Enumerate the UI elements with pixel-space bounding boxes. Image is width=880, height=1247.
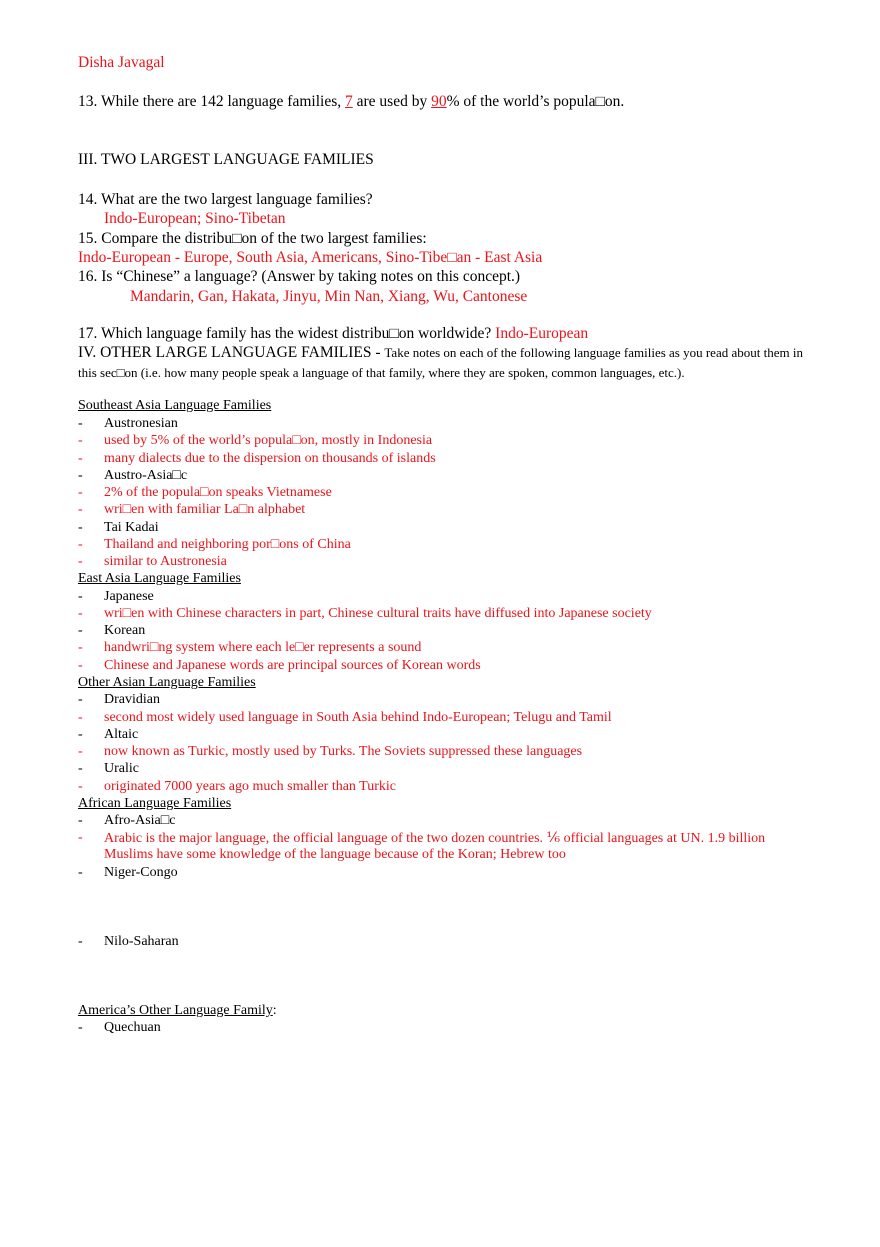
section-4-title: IV. OTHER LARGE LANGUAGE FAMILIES - Take notes on each of the following language families as you read about them in [78, 344, 803, 361]
bullet-dash: - [78, 433, 83, 448]
note-korean-1: handwri□ng system where each le□er represents a sound [104, 640, 422, 655]
bullet-dash: - [78, 727, 83, 742]
answer-13-percent: 90 [431, 93, 447, 110]
family-austro-asiatic: Austro-Asia□c [104, 468, 188, 483]
bullet-dash: - [78, 744, 83, 759]
bullet-dash: - [78, 813, 83, 828]
note-altaic-1: now known as Turkic, mostly used by Turks. The Soviets suppressed these languages [104, 744, 583, 759]
bullet-dash: - [78, 468, 83, 483]
question-16: 16. Is “Chinese” a language? (Answer by taking notes on this concept.) [78, 268, 521, 285]
bullet-dash: - [78, 606, 83, 621]
note-uralic-1: originated 7000 years ago much smaller than Turkic [104, 779, 396, 794]
heading-east-asia: East Asia Language Families [78, 571, 241, 586]
family-austronesian: Austronesian [104, 416, 178, 431]
note-tai-kadai-1: Thailand and neighboring por□ons of China [104, 537, 351, 552]
bullet-dash: - [78, 658, 83, 673]
answer-14: Indo-European; Sino-Tibetan [104, 210, 286, 227]
answer-13-families: 7 [345, 93, 353, 110]
answer-17: Indo-European [495, 325, 589, 342]
bullet-dash: - [78, 934, 83, 949]
family-altaic: Altaic [104, 727, 139, 742]
bullet-dash: - [78, 623, 83, 638]
bullet-dash: - [78, 761, 83, 776]
bullet-dash: - [78, 779, 83, 794]
section-3-title: III. TWO LARGEST LANGUAGE FAMILIES [78, 151, 374, 168]
family-afro-asiatic: Afro-Asia□c [104, 813, 176, 828]
note-austro-asiatic-1: 2% of the popula□on speaks Vietnamese [104, 485, 332, 500]
family-niger-congo: Niger-Congo [104, 865, 178, 880]
heading-african: African Language Families [78, 796, 232, 811]
answer-16: Mandarin, Gan, Hakata, Jinyu, Min Nan, Xiang, Wu, Cantonese [130, 288, 528, 305]
note-japanese-1: wri□en with Chinese characters in part, Chinese cultural traits have diffused into Japanese society [104, 606, 652, 621]
bullet-dash: - [78, 710, 83, 725]
bullet-dash: - [78, 416, 83, 431]
bullet-dash: - [78, 485, 83, 500]
question-15: 15. Compare the distribu□on of the two largest families: [78, 230, 427, 247]
note-tai-kadai-2: similar to Austronesia [104, 554, 227, 569]
question-17: 17. Which language family has the widest distribu□on worldwide? Indo-European [78, 325, 589, 342]
family-japanese: Japanese [104, 589, 154, 604]
bullet-dash: - [78, 830, 83, 845]
bullet-dash: - [78, 1020, 83, 1035]
family-quechuan: Quechuan [104, 1020, 161, 1035]
note-afro-asiatic-1-cont: Muslims have some knowledge of the language because of the Koran; Hebrew too [104, 847, 566, 862]
bullet-dash: - [78, 451, 83, 466]
note-korean-2: Chinese and Japanese words are principal sources of Korean words [104, 658, 481, 673]
question-14: 14. What are the two largest language families? [78, 191, 373, 208]
heading-other-asian: Other Asian Language Families [78, 675, 256, 690]
family-tai-kadai: Tai Kadai [104, 520, 159, 535]
author-name: Disha Javagal [78, 54, 165, 71]
note-austronesian-2: many dialects due to the dispersion on thousands of islands [104, 451, 436, 466]
answer-15: Indo-European - Europe, South Asia, Americans, Sino-Tibe□an - East Asia [78, 249, 543, 266]
heading-southeast-asia: Southeast Asia Language Families [78, 398, 272, 413]
family-dravidian: Dravidian [104, 692, 160, 707]
note-dravidian-1: second most widely used language in South Asia behind Indo-European; Telugu and Tamil [104, 710, 612, 725]
bullet-dash: - [78, 589, 83, 604]
bullet-dash: - [78, 640, 83, 655]
section-4-instructions-cont: this sec□on (i.e. how many people speak a language of that family, where they are spoken, common languages, etc.). [78, 365, 685, 380]
bullet-dash: - [78, 554, 83, 569]
section-4-instructions: Take notes on each of the following language families as you read about them in [384, 345, 803, 360]
bullet-dash: - [78, 537, 83, 552]
family-korean: Korean [104, 623, 146, 638]
bullet-dash: - [78, 502, 83, 517]
note-austro-asiatic-2: wri□en with familiar La□n alphabet [104, 502, 306, 517]
note-austronesian-1: used by 5% of the world’s popula□on, mostly in Indonesia [104, 433, 433, 448]
bullet-dash: - [78, 520, 83, 535]
question-13: 13. While there are 142 language families, 7 are used by 90% of the world’s popula□on. [78, 93, 625, 110]
bullet-dash: - [78, 692, 83, 707]
family-nilo-saharan: Nilo-Saharan [104, 934, 179, 949]
family-uralic: Uralic [104, 761, 139, 776]
note-afro-asiatic-1: Arabic is the major language, the official language of the two dozen countries. ⅙ official languages at UN. 1.9 billion [104, 831, 766, 846]
heading-america: America’s Other Language Family: [78, 1003, 277, 1018]
bullet-dash: - [78, 865, 83, 880]
